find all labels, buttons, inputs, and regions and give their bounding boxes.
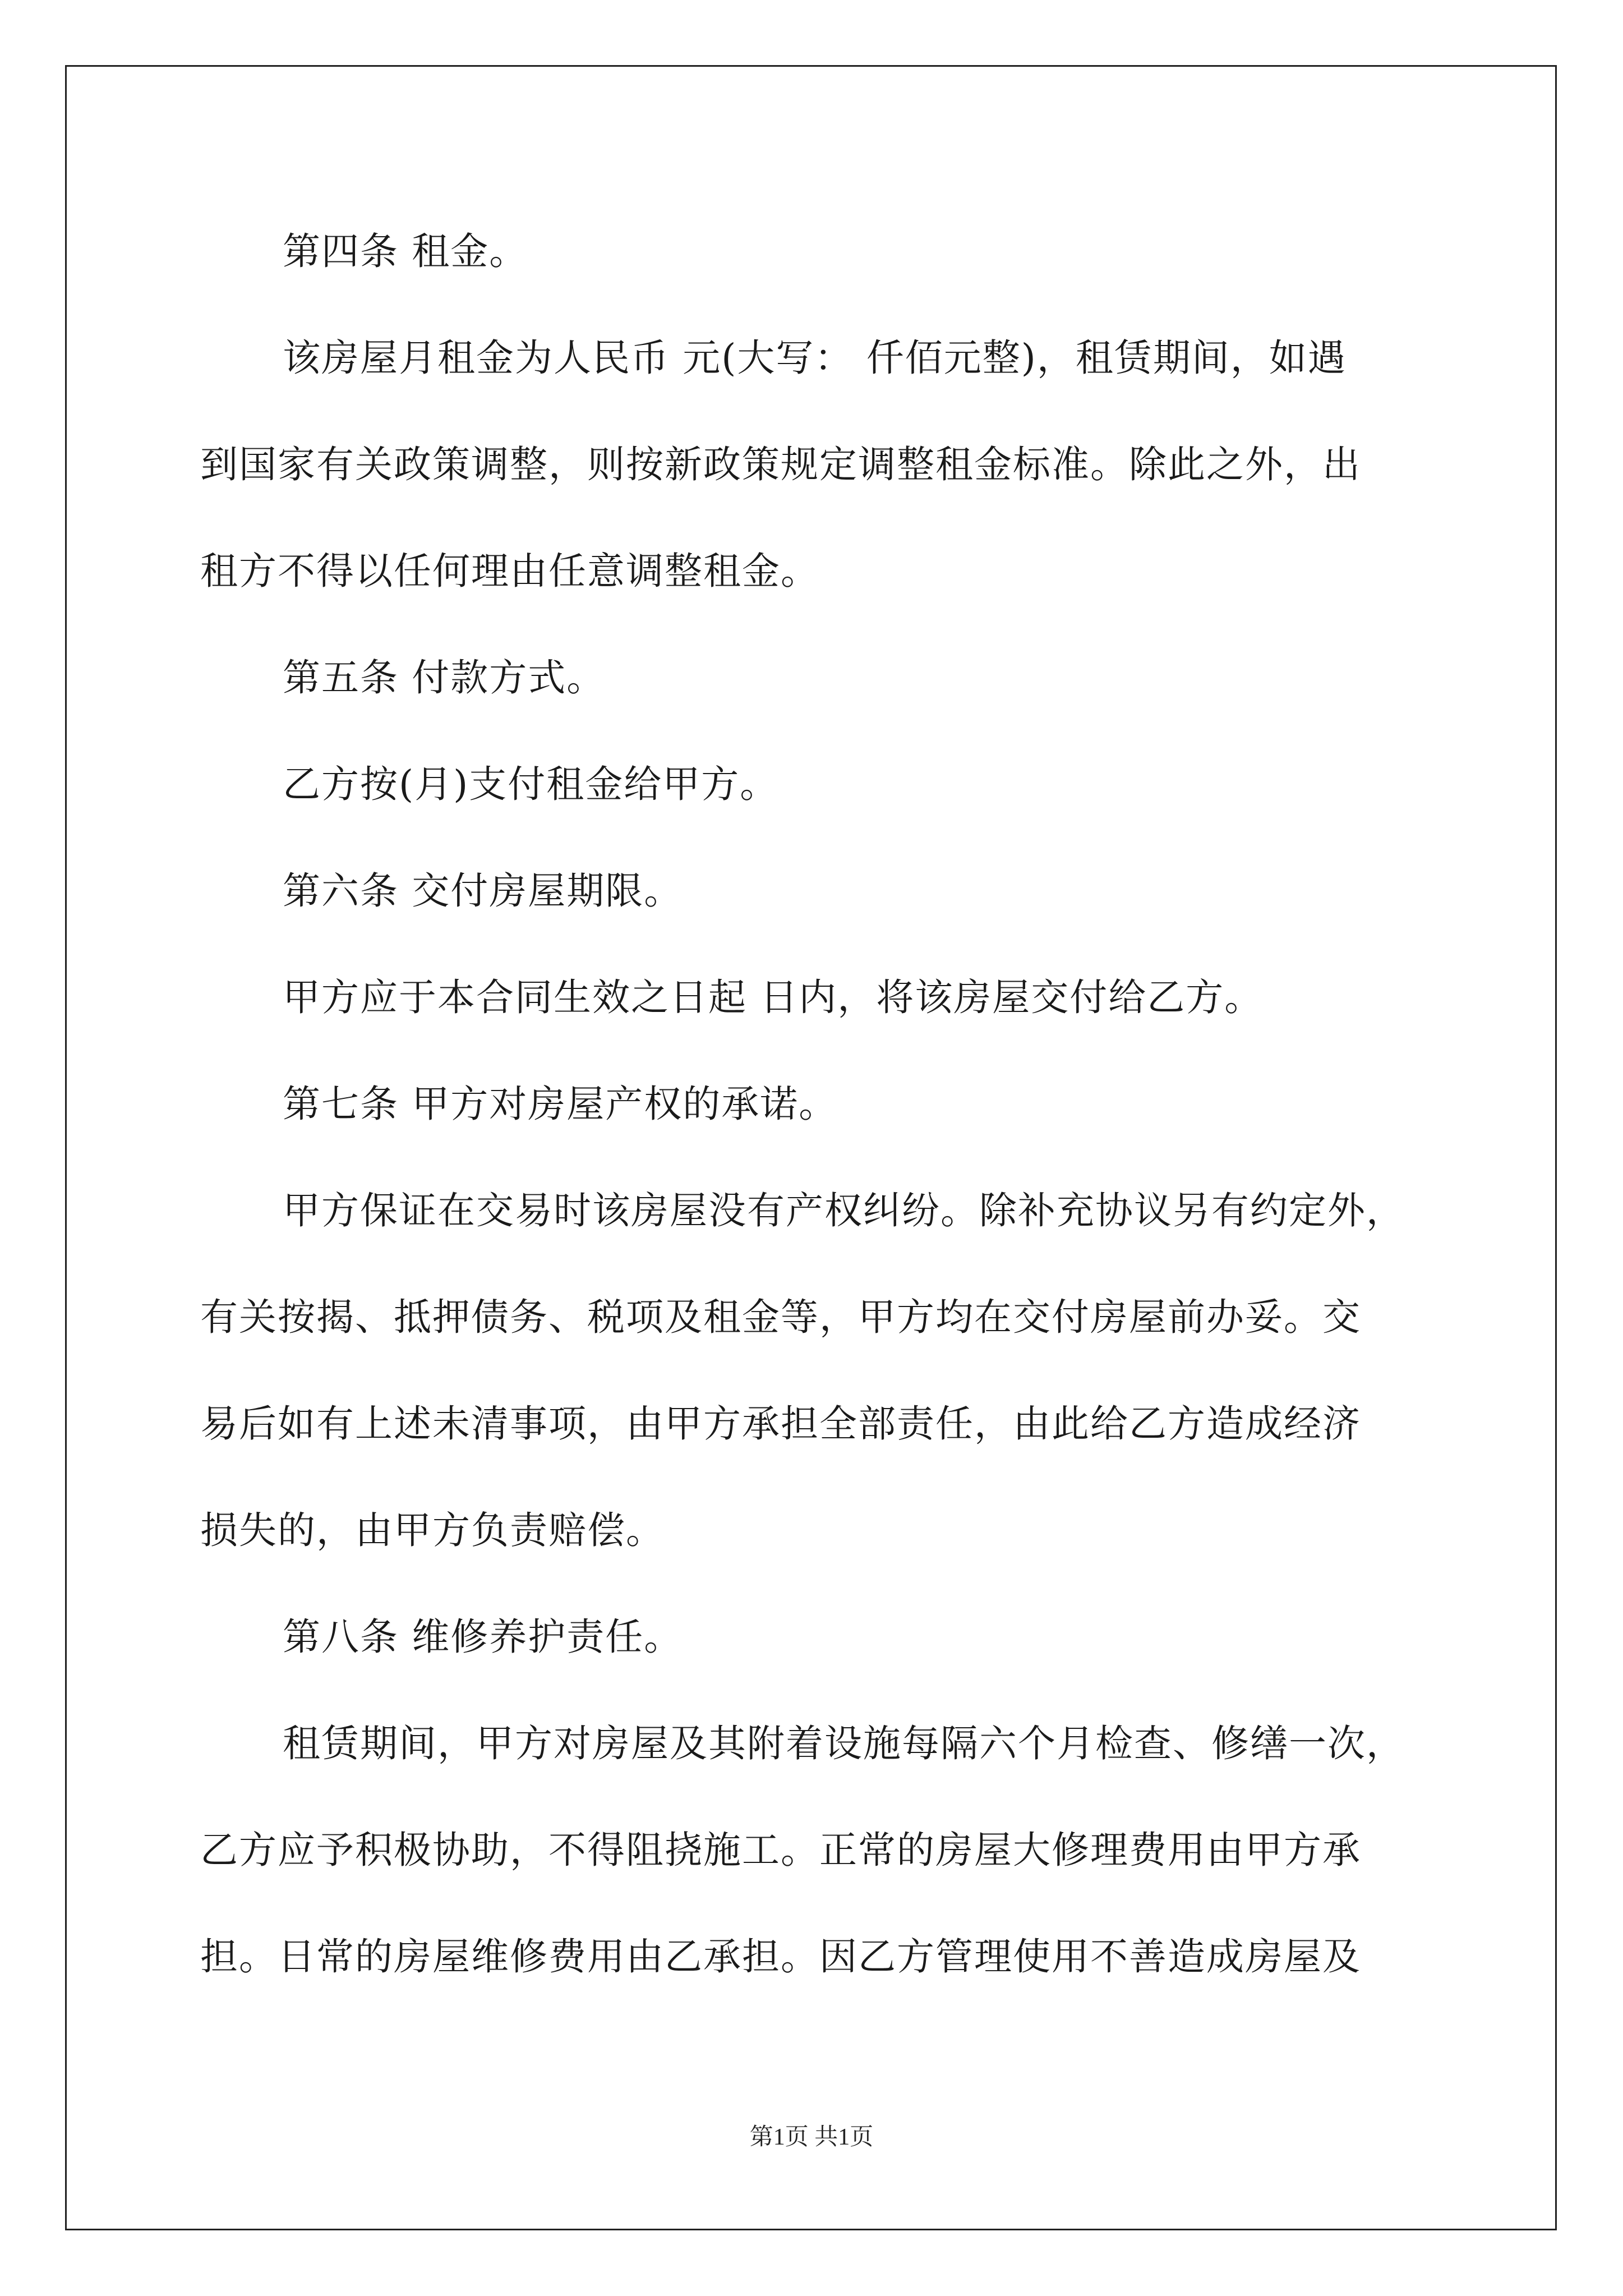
paragraph-line: 租方不得以任何理由任意调整租金。 (200, 549, 819, 593)
page-border (65, 65, 1557, 2230)
paragraph-line: 有关按揭、抵押债务、税项及租金等，甲方均在交付房屋前办妥。交 (200, 1295, 1361, 1339)
paragraph-line: 担。日常的房屋维修费用由乙承担。因乙方管理使用不善造成房屋及 (200, 1935, 1361, 1978)
article-7-heading: 第七条 甲方对房屋产权的承诺。 (283, 1082, 838, 1126)
paragraph-line: 到国家有关政策调整，则按新政策规定调整租金标准。除此之外，出 (200, 443, 1361, 486)
article-8-heading: 第八条 维修养护责任。 (283, 1615, 683, 1659)
article-4-heading: 第四条 租金。 (283, 229, 528, 273)
paragraph-line: 易后如有上述未清事项，由甲方承担全部责任，由此给乙方造成经济 (200, 1402, 1361, 1446)
page-footer: 第1页 共1页 (749, 2124, 874, 2150)
paragraph-line: 甲方保证在交易时该房屋没有产权纠纷。除补充协议另有约定外， (283, 1189, 1405, 1232)
article-6-heading: 第六条 交付房屋期限。 (283, 869, 683, 913)
paragraph-line: 甲方应于本合同生效之日起 日内，将该房屋交付给乙方。 (283, 976, 1264, 1019)
paragraph-line: 该房屋月租金为人民币 元(大写： 仟佰元整)，租赁期间，如遇 (283, 336, 1347, 380)
paragraph-line: 租赁期间，甲方对房屋及其附着设施每隔六个月检查、修缮一次， (283, 1722, 1405, 1765)
paragraph-line: 损失的，由甲方负责赔偿。 (200, 1508, 665, 1552)
article-5-heading: 第五条 付款方式。 (283, 656, 606, 700)
paragraph-line: 乙方按(月)支付租金给甲方。 (283, 762, 779, 806)
paragraph-line: 乙方应予积极协助，不得阻挠施工。正常的房屋大修理费用由甲方承 (200, 1828, 1361, 1872)
